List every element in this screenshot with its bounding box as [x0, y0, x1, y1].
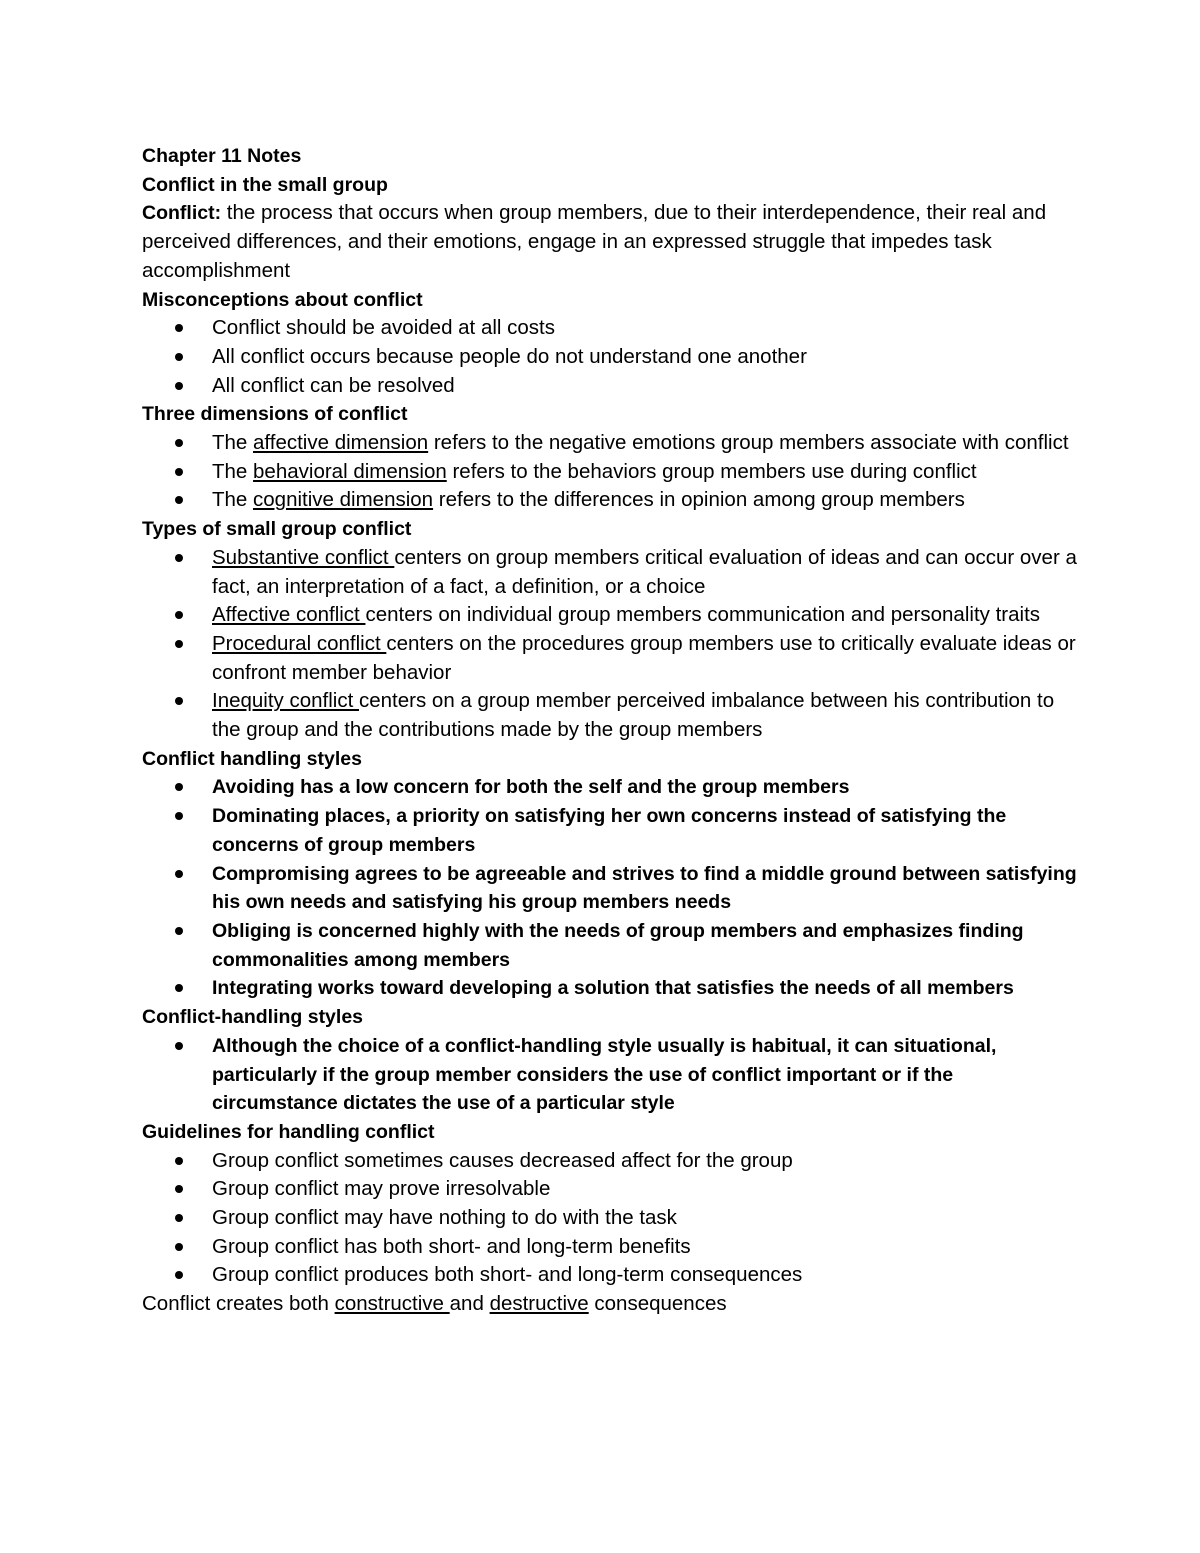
list-item: Affective conflict centers on individual group members communication and personality traits	[142, 601, 1080, 630]
bullet-icon	[175, 353, 183, 361]
section-subtitle: Conflict in the small group	[142, 173, 388, 196]
bullet-icon	[175, 1157, 183, 1165]
bullet-icon	[175, 554, 183, 562]
list-item: Integrating works toward developing a solution that satisfies the needs of all members	[142, 974, 1080, 1003]
list-item: Group conflict sometimes causes decreased affect for the group	[142, 1147, 1080, 1176]
underlined-term: Affective conflict	[212, 603, 366, 627]
bullet-icon	[175, 1214, 183, 1222]
bullet-icon	[175, 697, 183, 705]
underlined-term: Procedural conflict	[212, 631, 387, 655]
list-item: Procedural conflict centers on the procedures group members use to critically evaluate ideas or confront member behavior	[142, 630, 1080, 687]
bullet-icon	[175, 468, 183, 476]
bullet-icon	[175, 1243, 183, 1251]
list-item: Inequity conflict centers on a group member perceived imbalance between his contribution to the group and the contributions made by the group members	[142, 687, 1080, 744]
styles2-heading: Conflict-handling styles	[142, 1006, 364, 1029]
list-item: Dominating places, a priority on satisfying her own concerns instead of satisfying the concerns of group members	[142, 802, 1080, 859]
list-item: The affective dimension refers to the negative emotions group members associate with conflict	[142, 429, 1080, 458]
styles-list	[142, 773, 1080, 1003]
bullet-icon	[175, 870, 183, 878]
list-item: Avoiding has a low concern for both the self and the group members	[142, 773, 1080, 802]
underlined-term: constructive	[334, 1292, 450, 1316]
dimensions-list	[142, 429, 1080, 515]
list-item: Substantive conflict centers on group members critical evaluation of ideas and can occur over a fact, an interpretation of a fact, a definition, or a choice	[142, 544, 1080, 601]
types-heading: Types of small group conflict	[142, 518, 412, 541]
underlined-term: affective dimension	[253, 431, 429, 455]
guidelines-list	[142, 1147, 1080, 1291]
bullet-icon	[175, 640, 183, 648]
misconceptions-list	[142, 314, 1080, 400]
definition-term: Conflict:	[142, 202, 222, 225]
bullet-icon	[175, 783, 183, 791]
list-item: The cognitive dimension refers to the differences in opinion among group members	[142, 486, 1080, 515]
dimensions-heading: Three dimensions of conflict	[142, 403, 408, 426]
bullet-icon	[175, 324, 183, 332]
closing-sentence: Conflict creates both constructive and destructive consequences	[142, 1292, 727, 1316]
bullet-icon	[175, 1271, 183, 1279]
underlined-term: cognitive dimension	[253, 488, 434, 512]
list-item: All conflict occurs because people do not understand one another	[142, 343, 1080, 372]
list-item: Although the choice of a conflict-handling style usually is habitual, it can situational, particularly if the group member considers the use of conflict important or if the circumstance dictates the use of a particular style	[142, 1032, 1080, 1118]
list-item: Compromising agrees to be agreeable and strives to find a middle ground between satisfying his own needs and satisfying his group members needs	[142, 860, 1080, 917]
bullet-icon	[175, 1042, 183, 1050]
list-item: Group conflict may prove irresolvable	[142, 1175, 1080, 1204]
guidelines-heading: Guidelines for handling conflict	[142, 1120, 435, 1143]
definition-paragraph	[142, 199, 1080, 285]
list-item: The behavioral dimension refers to the behaviors group members use during conflict	[142, 458, 1080, 487]
bullet-icon	[175, 611, 183, 619]
types-list	[142, 544, 1080, 745]
bullet-icon	[175, 927, 183, 935]
underlined-term: destructive	[489, 1292, 589, 1316]
bullet-icon	[175, 439, 183, 447]
bullet-icon	[175, 382, 183, 390]
list-item: Conflict should be avoided at all costs	[142, 314, 1080, 343]
underlined-term: Substantive conflict	[212, 545, 395, 569]
list-item: Group conflict may have nothing to do with the task	[142, 1204, 1080, 1233]
bullet-icon	[175, 984, 183, 992]
styles2-list	[142, 1032, 1080, 1118]
misconceptions-heading: Misconceptions about conflict	[142, 288, 423, 311]
list-item: Group conflict has both short- and long-term benefits	[142, 1233, 1080, 1262]
underlined-term: behavioral dimension	[253, 459, 447, 483]
definition-text: the process that occurs when group members, due to their interdependence, their real and perceived differences, and their emotions, engage in an expressed struggle that impedes task accomplishment	[142, 201, 1047, 282]
bullet-icon	[175, 1185, 183, 1193]
underlined-term: Inequity conflict	[212, 689, 359, 713]
page-title: Chapter 11 Notes	[142, 145, 302, 167]
styles-heading: Conflict handling styles	[142, 747, 362, 770]
list-item: Obliging is concerned highly with the needs of group members and emphasizes finding commonalities among members	[142, 917, 1080, 974]
list-item: Group conflict produces both short- and long-term consequences	[142, 1261, 1080, 1290]
bullet-icon	[175, 496, 183, 504]
list-item: All conflict can be resolved	[142, 372, 1080, 401]
bullet-icon	[175, 812, 183, 820]
